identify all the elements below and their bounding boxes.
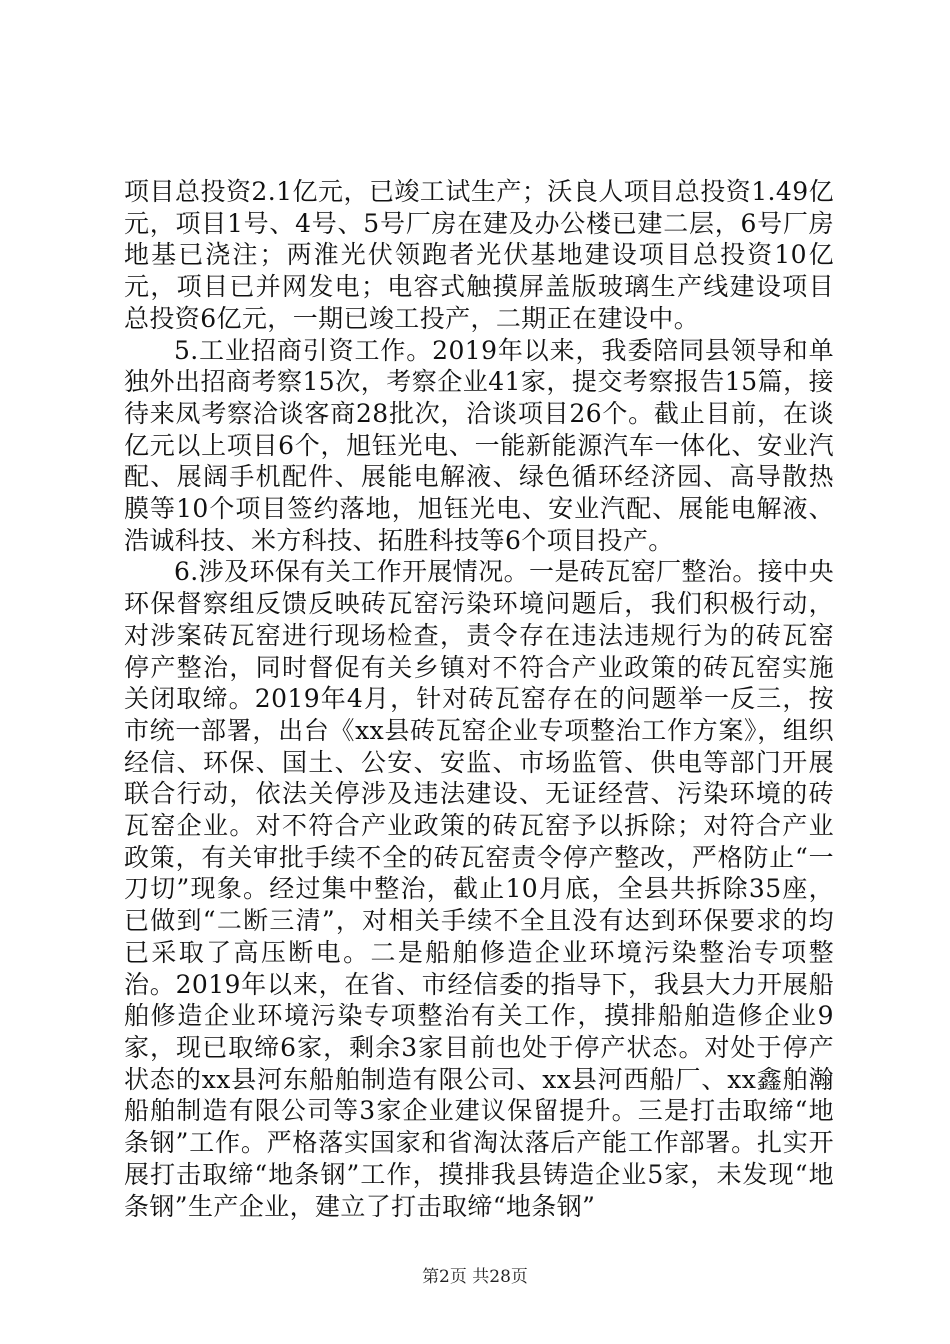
paragraph-industrial-investment: 5.工业招商引资工作。2019年以来，我委陪同县领导和单独外出招商考察15次，考察企业41家，提交考察报告15篇，接待来凤考察洽谈客商28批次，洽谈项目26个。截止目前，在谈亿元以上项目6个，旭钰光电、一能新能源汽车一体化、安业汽配、展阔手机配件、展能电解液、绿色循环经济园、高导散热膜等10个项目签约落地，旭钰光电、安业汽配、展能电解液、浩诚科技、米方科技、拓胜科技等6个项目投产。 [124, 335, 834, 555]
paragraph-continuation: 项目总投资2.1亿元，已竣工试生产；沃良人项目总投资1.49亿元，项目1号、4号、5号厂房在建及办公楼已建二层，6号厂房地基已浇注；两淮光伏领跑者光伏基地建设项目总投资10亿元，项目已并网发电；电容式触摸屏盖版玻璃生产线建设项目总投资6亿元，一期已竣工投产，二期正在建设中。 [124, 177, 834, 333]
paragraph-environmental-work: 6.涉及环保有关工作开展情况。一是砖瓦窑厂整治。接中央环保督察组反馈反映砖瓦窑污染环境问题后，我们积极行动，对涉案砖瓦窑进行现场检查，责令存在违法违规行为的砖瓦窑停产整治，同时督促有关乡镇对不符合产业政策的砖瓦窑实施关闭取缔。2019年4月，针对砖瓦窑存在的问题举一反三，按市统一部署，出台《xx县砖瓦窑企业专项整治工作方案》，组织经信、环保、国土、公安、安监、市场监管、供电等部门开展联合行动，依法关停涉及违法建设、无证经营、污染环境的砖瓦窑企业。对不符合产业政策的砖瓦窑予以拆除；对符合产业政策，有关审批手续不全的砖瓦窑责令停产整改，严格防止“一刀切”现象。经过集中整治，截止10月底，全县共拆除35座，已做到“二断三清”，对相关手续不全且没有达到环保要求的均已采取了高压断电。二是船舶修造企业环境污染整治专项整治。2019年以来，在省、市经信委的指导下，我县大力开展船舶修造企业环境污染专项整治有关工作，摸排船舶造修企业9家，现已取缔6家，剩余3家目前也处于停产状态。对处于停产状态的xx县河东船舶制造有限公司、xx县河西船厂、xx鑫舶瀚船舶制造有限公司等3家企业建议保留提升。三是打击取缔“地条钢”工作。严格落实国家和省淘汰落后产能工作部署。扎实开展打击取缔“地条钢”工作，摸排我县铸造企业5家，未发现“地条钢”生产企业，建立了打击取缔“地条钢” [124, 557, 834, 1221]
document-body [124, 176, 834, 1222]
page-number-footer: 第2页 共28页 [422, 1267, 528, 1287]
